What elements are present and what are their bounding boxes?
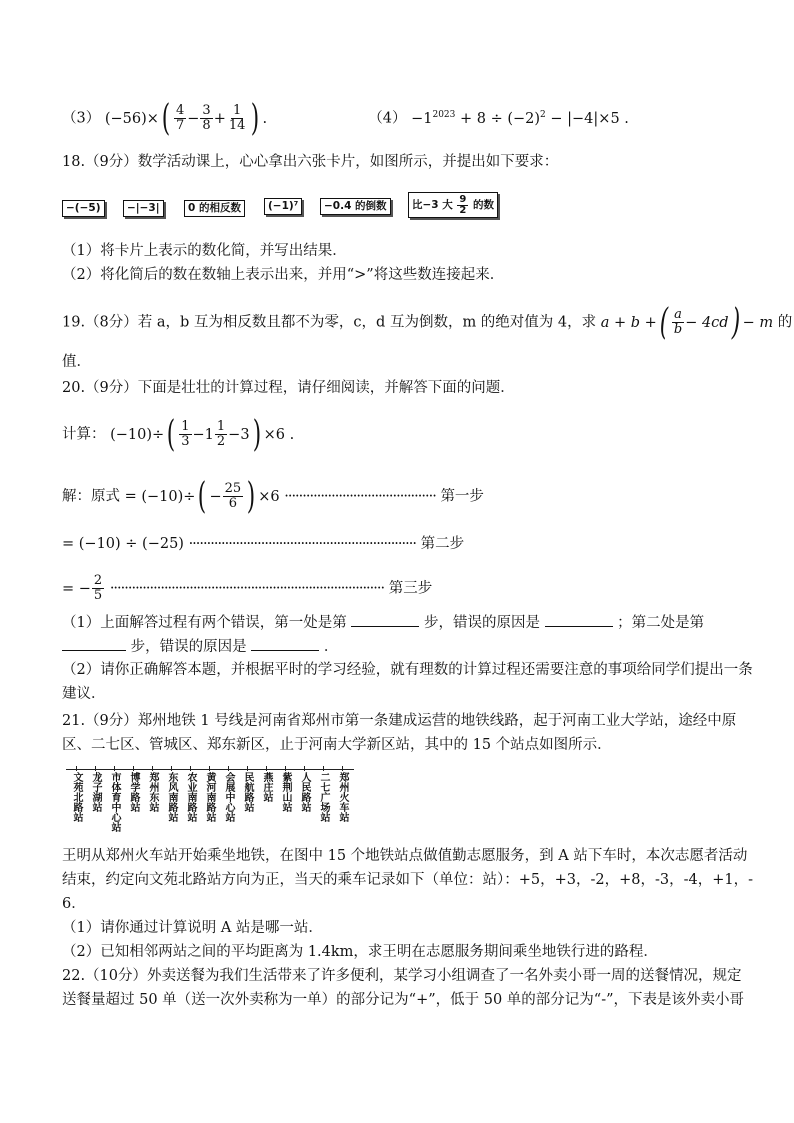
q20-sub1-e: ． (323, 639, 339, 655)
q19-line1 (62, 301, 793, 343)
q20-step3: = − $\frac{2}{5}$ ············································································ 第三步 (62, 573, 433, 603)
q19-line2: 值． (62, 354, 91, 370)
q20-step3-tag: 第三步 (388, 580, 433, 597)
q20-step1-tag: 第一步 (440, 488, 484, 505)
station-tick (95, 766, 96, 771)
q18-header: 18.（9分）数学活动课上，心心拿出六张卡片，如图所示，并提出如下要求： (62, 154, 559, 170)
station-label: 民航路站 (242, 772, 253, 812)
station-label: 东风南路站 (166, 772, 177, 822)
q20-sub1-a: （1）上面解答过程有两个错误，第一处是第 (62, 615, 347, 631)
blank-3[interactable] (62, 636, 126, 651)
station-tick (76, 766, 77, 771)
q18-cards (62, 190, 502, 220)
q17-item3-label: （3） (62, 110, 101, 127)
station-tick (304, 766, 305, 771)
q21-line1: 21.（9分）郑州地铁 1 号线是河南省郑州市第一条建成运营的地铁线路，起于河南工业大学站，途经中原 (62, 713, 737, 729)
station-label: 人民路站 (299, 772, 310, 812)
q20-sub2-line1: （2）请你正确解答本题，并根据平时的学习经验，就有理数的计算过程还需要注意的事项给同学们提出一条 (62, 662, 753, 678)
q20-calc-expr: (−10)÷( $\frac{1}{3}$ −1 $\frac{1}{2}$ −3) ×6 . (110, 413, 295, 455)
blank-2[interactable] (545, 612, 613, 627)
metro-line (66, 769, 354, 770)
q20-sub1-d: 步，错误的原因是 (130, 639, 247, 655)
q20-sub1-line2 (62, 636, 754, 657)
station-tick (266, 766, 267, 771)
q21-para3: 6． (62, 896, 86, 912)
q20-step1-expr: (−10)÷( − $\frac{25}{6}$ ) ×6 (141, 475, 280, 517)
station-label: 黄河南路站 (204, 772, 215, 822)
q21-para2: 结束，约定向文苑北路站方向为正，当天的乘车记录如下（单位：站）：+5，+3，-2，+8，-3，-4，+1，- (62, 872, 754, 888)
q20-step1: 解：原式 = (−10)÷( − $\frac{25}{6}$ ) ×6 ·········································· 第一步 (62, 475, 484, 517)
blank-1[interactable] (351, 612, 419, 627)
station-tick (133, 766, 134, 771)
q19-expr: a + b +( $\frac{a}{b}$ − 4cd) − m (600, 301, 774, 343)
card-5: −0.4 的倒数 (320, 198, 391, 215)
station-tick (114, 766, 115, 771)
q20-step3-expr: = − $\frac{2}{5}$ (62, 573, 103, 603)
station-label: 龙子湖站 (90, 772, 101, 812)
station-label: 郑州火车站 (337, 772, 348, 822)
q21-line2: 区、二七区、管城区、郑东新区，止于河南大学新区站，其中的 15 个站点如图所示． (62, 737, 612, 753)
q17-row (62, 97, 754, 139)
q22-line2: 送餐量超过 50 单（送一次外卖称为一单）的部分记为“+”，低于 50 单的部分记为“-”，下表是该外卖小哥 (62, 992, 745, 1008)
q20-sol-label: 解：原式 = (62, 488, 137, 505)
q18-sub2: （2）将化简后的数在数轴上表示出来，并用“>”将这些数连接起来． (62, 267, 505, 283)
q19-prefix: 19.（8分）若 a，b 互为相反数且都不为零，c，d 互为倒数，m 的绝对值为 4，求 (62, 314, 597, 331)
q20-sub1-b: 步，错误的原因是 (423, 615, 540, 631)
station-label: 二七广场站 (318, 772, 329, 822)
station-tick (285, 766, 286, 771)
q18-sub1: （1）将卡片上表示的数化简，并写出结果． (62, 243, 347, 259)
blank-4[interactable] (251, 636, 319, 651)
q21-para1: 王明从郑州火车站开始乘坐地铁，在图中 15 个地铁站点做值勤志愿服务，到 A 站下车时，本次志愿者活动 (62, 848, 748, 864)
q20-calc-label: 计算： (62, 426, 106, 443)
q19-suffix: 的 (777, 314, 793, 331)
card-6: 比−3 大 $\frac{9}{2}$ 的数 (408, 192, 498, 218)
q20-step2-expr: = (−10) ÷ (−25) (62, 536, 184, 552)
q20-sub1-c: ；第二处是第 (617, 615, 705, 631)
card-1: −(−5) (62, 200, 105, 217)
station-label: 市体育中心站 (109, 772, 120, 832)
card-2: −|−3| (123, 200, 164, 217)
station-tick (209, 766, 210, 771)
station-tick (171, 766, 172, 771)
q20-calc (62, 413, 754, 455)
q21-sub2: （2）已知相邻两站之间的平均距离为 1.4km，求王明在志愿服务期间乘坐地铁行进的路程． (62, 944, 658, 960)
station-tick (247, 766, 248, 771)
station-label: 紫荆山站 (280, 772, 291, 812)
station-tick (152, 766, 153, 771)
station-label: 农业南路站 (185, 772, 196, 822)
station-label: 会展中心站 (223, 772, 234, 822)
station-tick (342, 766, 343, 771)
station-label: 燕庄站 (261, 772, 272, 802)
q17-item4-label: （4） (368, 110, 407, 127)
card-4: (−1)⁷ (264, 198, 302, 215)
metro-map (62, 764, 362, 842)
q20-step2: = (−10) ÷ (−25) ······························································· 第二步 (62, 536, 465, 552)
card-3: 0 的相反数 (184, 200, 245, 217)
station-label: 文苑北路站 (71, 772, 82, 822)
q20-sub1-line1 (62, 612, 754, 633)
q17-item4-expr: $-1^{2023} + 8 \div (-2)^2 - |-4|\times 5$ . (411, 109, 629, 127)
q17-item3-expr: (−56)×( $\frac{4}{7}$ − $\frac{3}{8}$ + $\frac{1}{14}$ ) . (104, 97, 268, 139)
q20-header: 20.（9分）下面是壮壮的计算过程，请仔细阅读，并解答下面的问题． (62, 380, 515, 396)
q20-sub2-line2: 建议． (62, 686, 106, 702)
q21-sub1: （1）请你通过计算说明 A 站是哪一站． (62, 920, 323, 936)
q20-step2-tag: 第二步 (420, 536, 465, 552)
station-tick (323, 766, 324, 771)
q22-line1: 22.（10分）外卖送餐为我们生活带来了许多便利，某学习小组调查了一名外卖小哥一周的送餐情况，规定 (62, 968, 742, 984)
station-tick (228, 766, 229, 771)
station-tick (190, 766, 191, 771)
station-label: 博学路站 (128, 772, 139, 812)
station-label: 郑州东站 (147, 772, 158, 812)
